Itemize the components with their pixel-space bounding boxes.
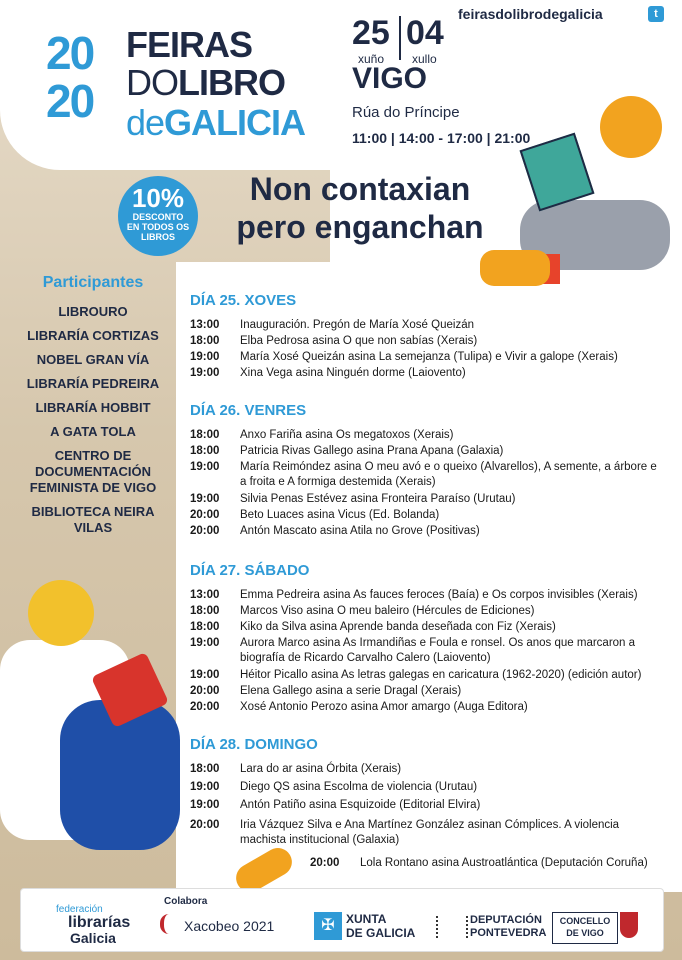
event-time: 18:00 xyxy=(190,429,220,441)
date-divider xyxy=(399,16,401,60)
event-text: María Xosé Queizán asina La semejanza (Tulipa) e Vivir a galope (Xerais) xyxy=(240,351,618,363)
participant-item: LIBRARÍA HOBBIT xyxy=(35,400,151,415)
event-text: Lara do ar asina Órbita (Xerais) xyxy=(240,763,402,775)
event-text: Kiko da Silva asina Aprende banda deseñada con Fiz (Xerais) xyxy=(240,621,556,633)
event-time: 20:00 xyxy=(190,819,220,831)
logo-feiras: FEIRAS xyxy=(126,24,253,65)
participant-item: LIBROURO xyxy=(58,304,128,319)
participant-item: LIBRARÍA CORTIZAS xyxy=(27,328,159,343)
event-text: Aurora Marco asina As Irmandiñas e Foula e ronsel. Os anos que marcaron a biografía de Ricardo Carvalho Calero (Laiovento) xyxy=(240,637,636,664)
event-text: Beto Luaces asina Vicus (Ed. Bolanda) xyxy=(240,509,440,521)
participants-list xyxy=(18,304,168,544)
xunta-icon: ✠ xyxy=(314,912,342,940)
girl-shoe-illustration xyxy=(480,250,550,286)
discount-line2: EN TODOS OS xyxy=(126,222,190,232)
event-time: 19:00 xyxy=(190,669,220,681)
opening-hours: 11:00 | 14:00 - 17:00 | 21:00 xyxy=(352,130,531,146)
day-heading: DÍA 25. XOVES xyxy=(190,292,297,309)
participants-title: Participantes xyxy=(42,274,144,291)
participant-item: A GATA TOLA xyxy=(50,424,136,439)
city: VIGO xyxy=(352,62,428,95)
boy-head-illustration xyxy=(28,580,94,646)
event-text: Anxo Fariña asina Os megatoxos (Xerais) xyxy=(240,429,454,441)
year-bottom: 20 xyxy=(46,75,94,127)
deputacion-logo: DEPUTACIÓN PONTEVEDRA xyxy=(436,912,546,946)
participant-item: BIBLIOTECA NEIRA VILAS xyxy=(31,504,155,535)
event-time: 18:00 xyxy=(190,445,220,457)
event-text: Elba Pedrosa asina O que non sabías (Xerais) xyxy=(240,335,478,347)
event-time: 19:00 xyxy=(190,799,220,811)
slogan xyxy=(230,170,490,246)
date-end: 04 xyxy=(406,14,444,52)
day-heading: DÍA 28. DOMINGO xyxy=(190,736,318,753)
event-time: 20:00 xyxy=(190,701,220,713)
event-time: 19:00 xyxy=(190,493,220,505)
date-start: 25 xyxy=(352,14,390,52)
discount-line3: LIBROS xyxy=(140,232,175,242)
slogan-line1: Non contaxian xyxy=(249,171,471,207)
federacion-librarias-logo: federación librarías Galicia xyxy=(56,904,131,946)
xacobeo-icon xyxy=(160,914,178,934)
colabora-label: Colabora xyxy=(164,896,208,907)
event-time: 18:00 xyxy=(190,335,220,347)
event-text: Inauguración. Pregón de María Xosé Queizán xyxy=(240,319,474,331)
xacobeo-logo: Xacobeo 2021 xyxy=(184,918,275,934)
event-time: 20:00 xyxy=(190,525,220,537)
event-time: 19:00 xyxy=(190,637,220,649)
event-text: María Reimóndez asina O meu avó e o queixo (Alvarellos), A semente, a árbore e a froita e A formiga destemida (Xerais) xyxy=(240,461,657,488)
date-start-month: xuño xyxy=(358,52,385,66)
event-text: Antón Mascato asina Atila no Grove (Positivas) xyxy=(240,525,480,537)
event-text: Diego QS asina Escolma de violencia (Urutau) xyxy=(240,781,478,793)
event-time: 19:00 xyxy=(190,367,220,379)
event-text: Héitor Picallo asina As letras galegas en caricatura (1962-2020) (edición autor) xyxy=(240,669,642,681)
event-time: 19:00 xyxy=(190,351,220,363)
event-text: Xina Vega asina Ninguén dorme (Laiovento) xyxy=(240,367,466,379)
event-text: Lola Rontano asina Austroatlántica (Deputación Coruña) xyxy=(360,857,648,869)
participant-item: LIBRARÍA PEDREIRA xyxy=(26,376,160,391)
day-heading: DÍA 27. SÁBADO xyxy=(190,562,310,579)
logo-do-libro: DOLIBRO xyxy=(126,62,285,103)
event-text: Elena Gallego asina a serie Dragal (Xerais) xyxy=(240,685,462,697)
participant-item: CENTRO DE DOCUMENTACIÓN FEMINISTA DE VIGO xyxy=(29,448,157,495)
event-time: 20:00 xyxy=(190,685,220,697)
year-top: 20 xyxy=(46,27,94,79)
discount-badge xyxy=(118,176,198,256)
event-text: Marcos Viso asina O meu baleiro (Hércules de Ediciones) xyxy=(240,605,535,617)
xunta-logo: ✠ XUNTA DE GALICIA xyxy=(314,912,424,946)
event-time: 20:00 xyxy=(310,857,340,869)
social-handle[interactable]: feirasdolibrodegalicia xyxy=(458,6,603,22)
discount-line1: DESCONTO xyxy=(132,212,184,222)
date-end-month: xullo xyxy=(412,52,437,66)
event-text: Antón Patiño asina Esquizoide (Editorial Elvira) xyxy=(240,799,481,811)
event-time: 19:00 xyxy=(190,781,220,793)
event-text: Emma Pedreira asina As fauces feroces (Baía) e Os corpos invisibles (Xerais) xyxy=(240,589,638,601)
street: Rúa do Príncipe xyxy=(352,104,460,121)
event-time: 13:00 xyxy=(190,319,220,331)
discount-percent: 10% xyxy=(131,183,185,213)
twitter-icon[interactable]: t xyxy=(648,6,664,22)
event-text: Silvia Penas Estévez asina Fronteira Paraíso (Urutau) xyxy=(240,493,516,505)
event-text: Patricia Rivas Gallego asina Prana Apana (Galaxia) xyxy=(240,445,504,457)
event-time: 19:00 xyxy=(190,461,220,473)
slogan-line2: pero enganchan xyxy=(236,209,484,245)
day-heading: DÍA 26. VENRES xyxy=(190,402,307,419)
deputacion-icon xyxy=(436,916,468,938)
event-text: Xosé Antonio Perozo asina Amor amargo (Auga Editora) xyxy=(240,701,528,713)
header-panel xyxy=(0,0,682,170)
vigo-shield-icon xyxy=(620,912,638,938)
event-time: 18:00 xyxy=(190,621,220,633)
participant-item: NOBEL GRAN VÍA xyxy=(36,352,150,367)
event-time: 18:00 xyxy=(190,763,220,775)
event-time: 18:00 xyxy=(190,605,220,617)
reading-girl-illustration xyxy=(600,96,662,158)
logo-de-galicia: deGALICIA xyxy=(126,102,306,143)
concello-vigo-logo: CONCELLO DE VIGO xyxy=(552,912,618,944)
event-text: Iria Vázquez Silva e Ana Martínez González asinan Cómplices. A violencia machista institucional (Galaxia) xyxy=(240,819,620,846)
event-time: 13:00 xyxy=(190,589,220,601)
event-time: 20:00 xyxy=(190,509,220,521)
